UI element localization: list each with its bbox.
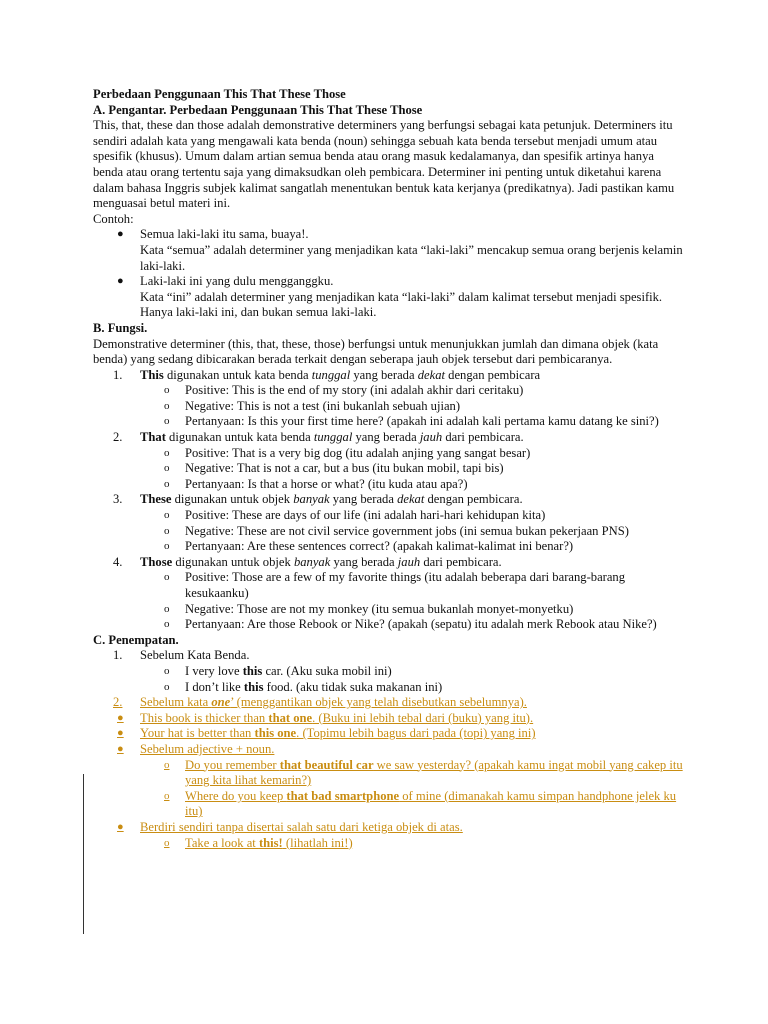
circle-bullet-icon: o	[164, 789, 170, 802]
contoh-label: Contoh:	[93, 211, 134, 226]
item-text: . (Buku ini lebih tebal dari (buku) yang itu).	[312, 710, 534, 725]
quantity-word: tunggal	[311, 367, 351, 382]
keyword: this one	[254, 726, 297, 741]
item-text: dengan pembicara	[445, 367, 541, 382]
section-b-intro: Demonstrative determiner (this, that, these, those) berfungsi untuk menunjukkan jumlah dan dimana objek (kata benda) yang sedang dibicarakan berada terkait dengan seberapa jauh objek tersebut dari pembicaranya.	[93, 336, 659, 367]
distance-word: jauh	[397, 554, 421, 569]
item-text: digunakan untuk kata benda	[165, 430, 314, 445]
example-note: Kata “semua” adalah determiner yang menjadikan kata “laki-laki” mencakup semua orang berjenis kelamin laki-laki.	[140, 242, 683, 273]
sub-item	[93, 539, 683, 555]
function-item	[93, 492, 683, 508]
item-text: yang berada	[330, 554, 398, 569]
item-number: 2.	[113, 695, 123, 710]
sub-item	[93, 758, 683, 789]
sub-item	[93, 414, 683, 430]
circle-bullet-icon: o	[164, 415, 170, 428]
circle-bullet-icon: o	[164, 571, 170, 584]
distance-word: dekat	[417, 367, 445, 382]
sub-item-text: of mine (dimanakah kamu simpan handphone jelek ku itu)	[185, 788, 677, 819]
item-text: Your hat is better than	[140, 726, 255, 741]
bullet-icon: ●	[117, 742, 124, 755]
quantity-word: tunggal	[313, 430, 353, 445]
placement-bullet	[93, 820, 683, 836]
document-title: Perbedaan Penggunaan This That These Those	[93, 87, 346, 101]
item-text: yang berada	[352, 430, 420, 445]
sub-item	[93, 446, 683, 462]
item-text: yang berada	[329, 492, 398, 507]
item-text: Sebelum kata	[140, 695, 212, 710]
sub-item-text: Positive: Those are a few of my favorite things (itu adalah beberapa dari barang-barang kesukaanku)	[185, 570, 626, 600]
item-text: yang berada	[350, 367, 418, 382]
sub-item-text: Negative: That is not a car, but a bus (itu bukan mobil, tapi bis)	[185, 461, 504, 476]
sub-item-text: car. (Aku suka mobil ini)	[262, 663, 392, 678]
bullet-icon: ●	[117, 228, 124, 241]
sub-item-text: Positive: That is a very big dog (itu adalah anjing yang sangat besar)	[185, 445, 531, 460]
section-b-heading: B. Fungsi.	[93, 320, 148, 335]
sub-item-text: Negative: This is not a test (ini bukanlah sebuah ujian)	[185, 398, 461, 413]
sub-item	[93, 789, 683, 820]
circle-bullet-icon: o	[164, 384, 170, 397]
sub-item-text: Pertanyaan: Are these sentences correct? (apakah kalimat-kalimat ini benar?)	[185, 539, 574, 554]
distance-word: dekat	[397, 492, 425, 507]
circle-bullet-icon: o	[164, 602, 170, 615]
sub-item	[93, 477, 683, 493]
item-number: 2.	[113, 430, 123, 445]
sub-item	[93, 524, 683, 540]
section-a-heading: A. Pengantar. Perbedaan Penggunaan This That These Those	[93, 102, 423, 117]
item-text: ’ (menggantikan objek yang telah disebutkan sebelumnya).	[230, 695, 527, 710]
function-item	[93, 555, 683, 571]
circle-bullet-icon: o	[164, 664, 170, 677]
distance-word: jauh	[419, 430, 443, 445]
item-number: 3.	[113, 492, 123, 507]
bullet-icon: ●	[117, 820, 124, 833]
keyword: That	[140, 430, 166, 445]
circle-bullet-icon: o	[164, 399, 170, 412]
item-text: Berdiri sendiri tanpa disertai salah satu dari ketiga objek di atas.	[140, 819, 463, 834]
sub-item-text: Do you remember	[185, 757, 280, 772]
sub-item-text: I don’t like	[185, 679, 244, 694]
sub-item-text: Pertanyaan: Is that a horse or what? (itu kuda atau apa?)	[185, 476, 468, 491]
circle-bullet-icon: o	[164, 477, 170, 490]
example-item	[93, 274, 683, 321]
keyword: that one	[268, 710, 313, 725]
sub-item	[93, 399, 683, 415]
sub-item	[93, 836, 683, 852]
circle-bullet-icon: o	[164, 680, 170, 693]
item-text: dari pembicara.	[420, 554, 502, 569]
sub-item-text: Negative: These are not civil service government jobs (ini semua bukan pekerjaan PNS)	[185, 523, 629, 538]
sub-item-text: we saw yesterday? (apakah kamu ingat mobil yang cakep itu yang kita lihat kemarin?)	[185, 757, 683, 788]
circle-bullet-icon: o	[164, 509, 170, 522]
sub-item-text: Negative: Those are not my monkey (itu semua bukanlah monyet-monyetku)	[185, 601, 574, 616]
document-body	[93, 87, 683, 851]
placement-item	[93, 695, 683, 711]
circle-bullet-icon: o	[164, 758, 170, 771]
item-number: 1.	[113, 648, 123, 663]
sub-item-text: Take a look at	[185, 835, 259, 850]
keyword: this	[242, 663, 263, 678]
keyword: that bad smartphone	[286, 788, 400, 803]
sub-item	[93, 508, 683, 524]
item-text: digunakan untuk objek	[171, 492, 294, 507]
keyword: this	[243, 679, 264, 694]
item-text: . (Topimu lebih bagus dari pada (topi) yang ini)	[296, 726, 536, 741]
bullet-icon: ●	[117, 727, 124, 740]
circle-bullet-icon: o	[164, 462, 170, 475]
sub-item-text: Pertanyaan: Are those Rebook or Nike? (apakah (sepatu) itu adalah merk Rebook atau Nike?)	[185, 617, 657, 632]
sub-item-text: Positive: These are days of our life (ini adalah hari-hari kehidupan kita)	[185, 508, 546, 523]
item-text: digunakan untuk objek	[172, 554, 294, 569]
circle-bullet-icon: o	[164, 836, 170, 849]
item-text: digunakan untuk kata benda	[163, 367, 312, 382]
function-item	[93, 430, 683, 446]
item-text: This book is thicker than	[140, 710, 269, 725]
keyword: These	[140, 492, 172, 507]
placement-item	[93, 648, 683, 664]
example-note: Kata “ini” adalah determiner yang menjadikan kata “laki-laki” dalam kalimat tersebut menjadi spesifik. Hanya laki-laki ini, dan bukan semua laki-laki.	[140, 289, 663, 320]
circle-bullet-icon: o	[164, 446, 170, 459]
sub-item	[93, 680, 683, 696]
sub-item	[93, 383, 683, 399]
item-text: Sebelum Kata Benda.	[140, 648, 250, 663]
example-sentence: Laki-laki ini yang dulu mengganggku.	[140, 274, 334, 289]
item-number: 1.	[113, 367, 123, 382]
keyword: This	[140, 367, 164, 382]
sub-item-text: I very love	[185, 663, 243, 678]
placement-bullet	[93, 742, 683, 758]
quantity-word: banyak	[293, 492, 330, 507]
section-c-heading: C. Penempatan.	[93, 632, 179, 647]
item-number: 4.	[113, 554, 123, 569]
sub-item-text: (lihatlah ini!)	[282, 835, 353, 850]
item-text: Sebelum adjective + noun.	[140, 741, 275, 756]
sub-item	[93, 570, 683, 601]
sub-item-text: Where do you keep	[185, 788, 287, 803]
placement-bullet	[93, 711, 683, 727]
keyword: that beautiful car	[279, 757, 374, 772]
example-sentence: Semua laki-laki itu sama, buaya!.	[140, 227, 309, 242]
item-text: dengan pembicara.	[424, 492, 523, 507]
function-item	[93, 368, 683, 384]
circle-bullet-icon: o	[164, 540, 170, 553]
sub-item	[93, 664, 683, 680]
bullet-icon: ●	[117, 711, 124, 724]
sub-item-text: food. (aku tidak suka makanan ini)	[263, 679, 443, 694]
sub-item	[93, 461, 683, 477]
placement-bullet	[93, 726, 683, 742]
circle-bullet-icon: o	[164, 618, 170, 631]
change-bar	[83, 774, 84, 934]
sub-item	[93, 602, 683, 618]
keyword: Those	[140, 554, 173, 569]
section-a-intro: This, that, these dan those adalah demonstrative determiners yang berfungsi sebagai kata petunjuk. Determiners itu sendiri adalah kata yang mengawali kata benda (noun) sehingga sebuah kata benda tersebut menjadi umum atau spesifik (khusus). Umum dalam artian semua benda atau orang masuk kedalamanya, dan spesifik artinya hanya benda atau orang tertentu saja yang dimaksudkan oleh pembicara. Determiner ini penting untuk diketahui karena dalam bahasa Inggris subjek kalimat sangatlah menentukan bentuk kata kerjanya (predikatnya). Jadi pastikan kamu menguasai betul materi ini.	[93, 118, 675, 211]
circle-bullet-icon: o	[164, 524, 170, 537]
bullet-icon: ●	[117, 275, 124, 288]
example-item	[93, 227, 683, 274]
quantity-word: banyak	[293, 554, 331, 569]
sub-item-text: Pertanyaan: Is this your first time here? (apakah ini adalah kali pertama kamu datang ke sini?)	[185, 414, 659, 429]
sub-item	[93, 617, 683, 633]
keyword: this!	[258, 835, 283, 850]
keyword: one	[211, 695, 231, 710]
sub-item-text: Positive: This is the end of my story (ini adalah akhir dari ceritaku)	[185, 383, 524, 398]
item-text: dari pembicara.	[442, 430, 524, 445]
